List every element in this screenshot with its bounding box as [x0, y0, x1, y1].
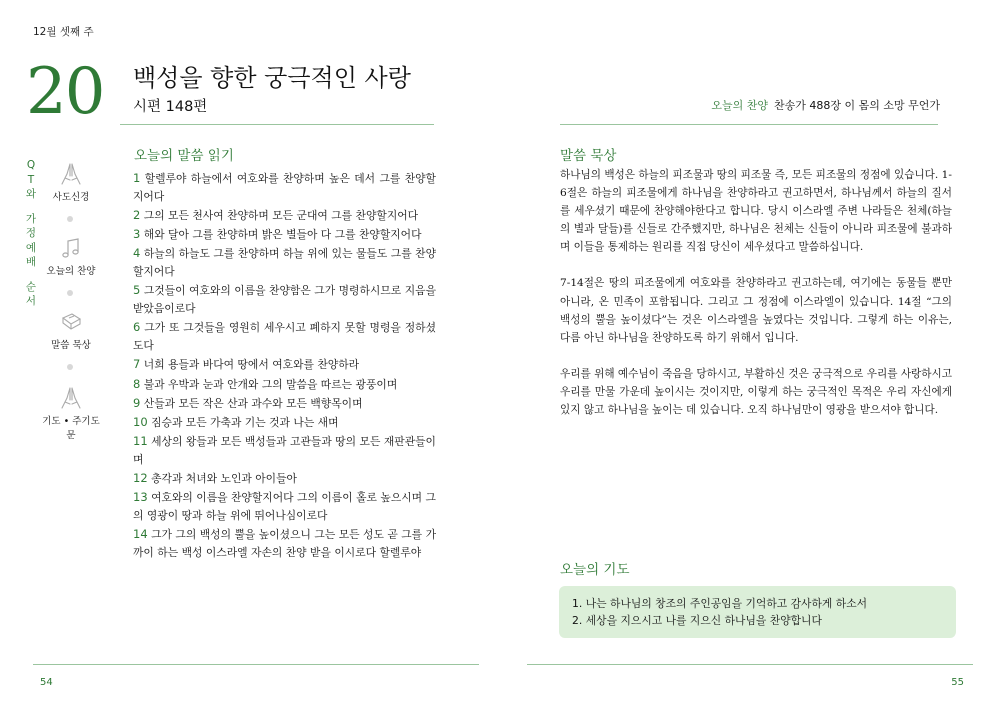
verse-number: 6 — [133, 320, 141, 335]
verse-number: 14 — [133, 526, 148, 541]
header-rule-left — [120, 124, 434, 125]
week-label: 12월 셋째 주 — [33, 26, 94, 38]
sidebar-item-creed — [40, 162, 102, 203]
verse — [133, 206, 436, 225]
sidebar-separator-dot — [67, 216, 73, 222]
verse-text: 그가 그의 백성의 뿔을 높이셨으니 그는 모든 성도 곧 그를 가까이 하는 백성 이스라엘 자손의 찬양 받을 이시로다 할렐루야 — [133, 527, 436, 559]
praying-hands-icon — [58, 162, 84, 186]
prayer-item: 2. 세상을 지으시고 나를 지으신 하나님을 찬양합니다 — [572, 614, 822, 627]
verse-text: 너희 용들과 바다여 땅에서 여호와를 찬양하라 — [143, 358, 360, 372]
sidebar-item-hymn — [40, 236, 102, 277]
meditation-paragraph: 7-14절은 땅의 피조물에게 여호와를 찬양하라고 권고하는데, 여기에는 동물들 뿐만 아니라, 온 민족이 포함됩니다. 그리고 그 정점에 이스라엘이 있습니다. 14절 “그의 백성의 뿔을 높이셨다”는 것은 이스라엘을 높였다는 것입니다. 그렇게 하는 이유는, 다름 아닌 하나님을 찬양하도록 하기 위해서 입니다. — [560, 277, 952, 344]
verse — [133, 394, 436, 413]
header-rule-right — [560, 124, 938, 125]
verse — [133, 432, 436, 469]
vertical-char: 와 — [25, 188, 37, 200]
verse-number: 1 — [133, 171, 141, 185]
verse-number: 7 — [133, 357, 141, 372]
verse-text: 해와 달아 그를 찬양하며 밝은 별들아 다 그를 찬양할지어다 — [143, 228, 422, 242]
sidebar-item-label: 사도신경 — [52, 192, 90, 203]
verse-text: 하늘의 하늘도 그를 찬양하며 하늘 위에 있는 물들도 그를 찬양할지어다 — [133, 247, 436, 279]
verse-text: 그의 모든 천사여 찬양하며 모든 군대여 그를 찬양할지어다 — [143, 209, 419, 223]
vertical-char: 가 — [25, 212, 37, 225]
day-number: 20 — [26, 55, 104, 129]
verse-text: 여호와의 이름을 찬양할지어다 그의 이름이 홀로 높으시며 그의 영광이 땅과 하늘 위에 뛰어나심이로다 — [133, 490, 436, 522]
verse — [133, 244, 436, 281]
bible-book-icon — [58, 310, 84, 334]
vertical-char: 서 — [25, 295, 37, 307]
qt-order-vertical-label — [24, 158, 38, 309]
verse — [133, 281, 436, 318]
verse — [133, 169, 436, 206]
verse-number: 12 — [133, 470, 148, 485]
verse-text: 산들과 모든 작은 산과 과수와 모든 백향목이며 — [143, 396, 363, 410]
footer-rule-right — [527, 664, 973, 665]
verse-number: 10 — [133, 414, 148, 429]
verse-number: 4 — [133, 246, 141, 261]
meditation-text — [560, 166, 952, 437]
meditation-heading: 말씀 묵상 — [560, 148, 617, 164]
verse-text: 짐승과 모든 가축과 기는 것과 나는 새며 — [151, 415, 339, 429]
scripture-verses — [133, 169, 436, 562]
verse — [133, 355, 436, 374]
page-number-left: 54 — [40, 677, 53, 688]
scripture-reference: 시편 148편 — [133, 99, 208, 115]
vertical-char: Q — [26, 159, 36, 171]
verse — [133, 225, 436, 244]
sidebar-item-meditation — [40, 310, 102, 351]
vertical-char: 예 — [25, 241, 37, 254]
verse — [133, 375, 436, 394]
hymn-title: 찬송가 488장 이 몸의 소망 무언가 — [774, 99, 940, 112]
music-note-icon — [58, 236, 84, 260]
qt-order-sidebar — [40, 162, 102, 441]
verse-text: 세상의 왕들과 모든 백성들과 고관들과 땅의 모든 재판관들이며 — [133, 434, 436, 466]
verse-text: 그것들이 여호와의 이름을 찬양함은 그가 명령하시므로 지음을 받았음이로다 — [133, 284, 436, 316]
sidebar-item-label: 말씀 묵상 — [51, 340, 91, 351]
vertical-char: 순 — [25, 280, 37, 293]
hymn-info — [711, 98, 940, 114]
verse-text: 불과 우박과 눈과 안개와 그의 말씀을 따르는 광풍이며 — [143, 377, 398, 391]
verse-number: 8 — [133, 376, 141, 391]
verse — [133, 469, 436, 488]
page-number-right: 55 — [951, 677, 964, 688]
verse — [133, 413, 436, 432]
sidebar-item-label: 기도 • 주기도문 — [42, 416, 100, 441]
verse-number: 9 — [133, 395, 141, 410]
sidebar-item-prayer — [40, 386, 102, 441]
meditation-paragraph: 하나님의 백성은 하늘의 피조물과 땅의 피조물 즉, 모든 피조물의 정점에 있습니다. 1-6절은 하늘의 피조물에게 하나님을 찬양하라고 권고하면서, 하나님께서 하늘의 질서를 세우셨기 때문에 찬양해야한다고 합니다. 당시 이스라엘 주변 나라들은 천체(하늘의 별과 달들)를 신들로 간주했지만, 하나님은 천체는 신들이 아니라 피조물에 불과하며 이들을 통제하는 원리를 직접 당신이 세우셨다고 말씀하십니다. — [560, 169, 952, 254]
prayer-heading: 오늘의 기도 — [560, 562, 630, 578]
verse-number: 5 — [133, 283, 141, 298]
vertical-char: T — [27, 173, 35, 186]
page-title: 백성을 향한 궁극적인 사랑 — [133, 64, 411, 92]
hymn-label: 오늘의 찬양 — [711, 99, 768, 112]
footer-rule-left — [33, 664, 479, 665]
verse-number: 3 — [133, 227, 141, 242]
sidebar-separator-dot — [67, 290, 73, 296]
prayer-box — [559, 586, 956, 638]
meditation-paragraph: 우리를 위해 예수님이 죽음을 당하시고, 부활하신 것은 궁극적으로 우리를 사랑하시고 우리를 만물 가운데 높이시는 것이지만, 이렇게 하는 궁극적인 목적은 우리 자신에게 있지 않고 하나님을 높이는 데 있습니다. 오직 하나님만이 영광을 받으셔야 합니다. — [560, 367, 952, 417]
verse-text: 할렐루야 하늘에서 여호와를 찬양하며 높은 데서 그를 찬양할지어다 — [133, 172, 436, 204]
prayer-item: 1. 나는 하나님의 창조의 주인공임을 기억하고 감사하게 하소서 — [572, 597, 868, 610]
sidebar-item-label: 오늘의 찬양 — [46, 266, 96, 277]
verse-text: 총각과 처녀와 노인과 아이들아 — [151, 471, 297, 485]
verse-number: 11 — [133, 433, 148, 448]
verse-text: 그가 또 그것들을 영원히 세우시고 폐하지 못할 명령을 정하셨도다 — [133, 321, 437, 353]
verse-number: 2 — [133, 208, 141, 223]
vertical-char: 배 — [25, 256, 37, 268]
sidebar-separator-dot — [67, 364, 73, 370]
verse — [133, 318, 436, 355]
vertical-char: 정 — [25, 227, 37, 239]
verse — [133, 525, 436, 562]
reading-heading: 오늘의 말씀 읽기 — [134, 148, 234, 164]
verse — [133, 488, 436, 525]
verse-number: 13 — [133, 489, 148, 504]
praying-hands-icon — [58, 386, 84, 410]
